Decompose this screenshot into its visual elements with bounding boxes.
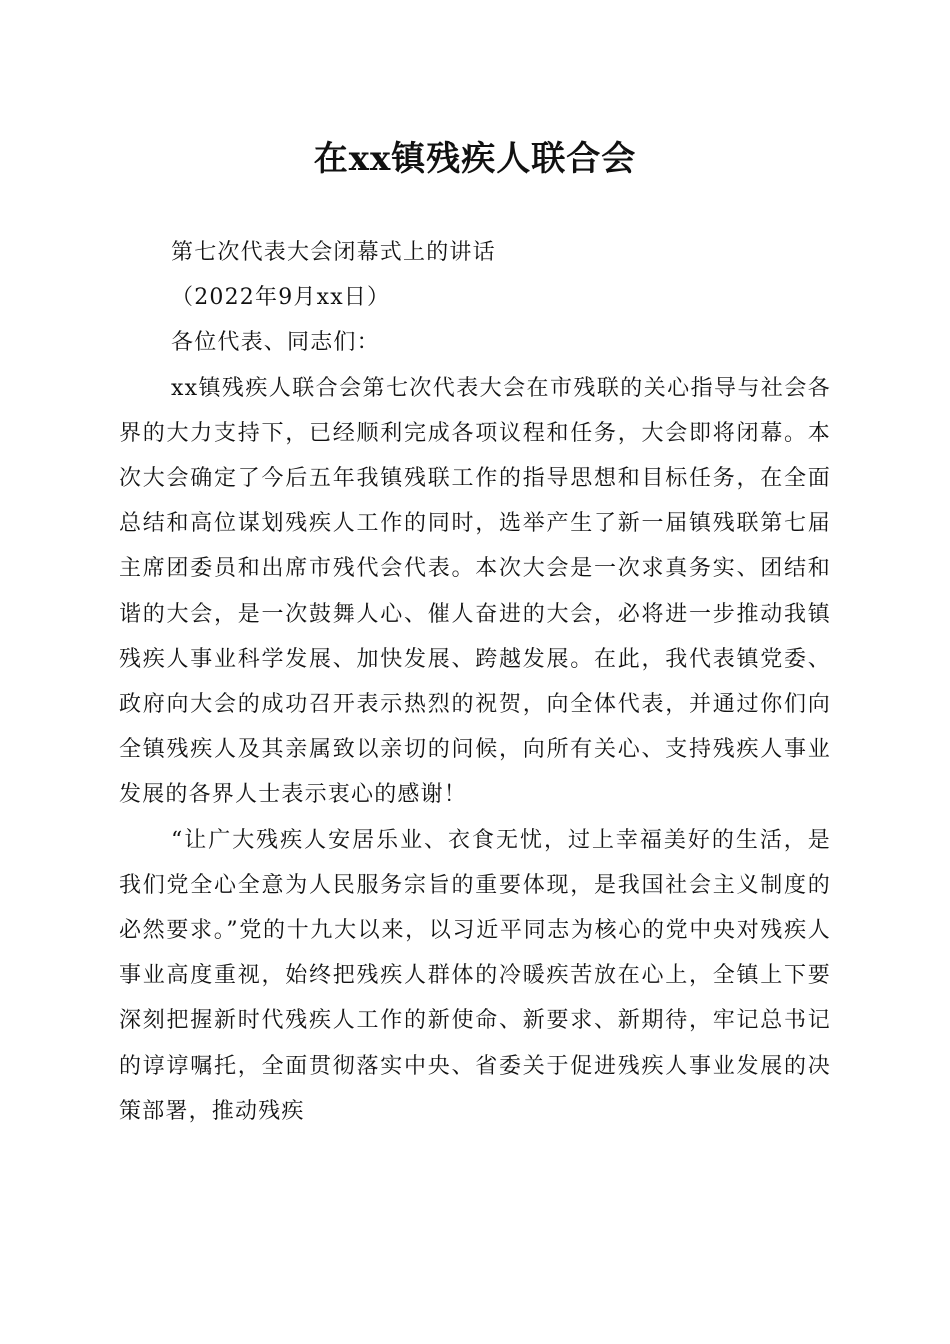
document-body: [119, 230, 831, 1134]
paragraph: “让广大残疾人安居乐业、衣食无忧，过上幸福美好的生活，是我们党全心全意为人民服务宗旨的重要体现，是我国社会主义制度的必然要求。”党的十九大以来，以习近平同志为核心的党中央对残疾人事业高度重视，始终把残疾人群体的冷暖疾苦放在心上，全镇上下要深刻把握新时代残疾人工作的新使命、新要求、新期待，牢记总书记的谆谆嘱托，全面贯彻落实中央、省委关于促进残疾人事业发展的决策部署，推动残疾: [119, 827, 831, 1124]
salutation: 各位代表、同志们：: [171, 330, 380, 356]
speech-date: （2022年9月xx日）: [171, 285, 391, 311]
document-title: 在xx镇残疾人联合会: [313, 139, 637, 179]
speech-subtitle: 第七次代表大会闭幕式上的讲话: [171, 240, 496, 265]
paragraph: xx镇残疾人联合会第七次代表大会在市残联的关心指导与社会各界的大力支持下，已经顺利完成各项议程和任务，大会即将闭幕。本次大会确定了今后五年我镇残联工作的指导思想和目标任务，在全面总结和高位谋划残疾人工作的同时，选举产生了新一届镇残联第七届主席团委员和出席市残代会代表。本次大会是一次求真务实、团结和谐的大会，是一次鼓舞人心、催人奋进的大会，必将进一步推动我镇残疾人事业科学发展、加快发展、跨越发展。在此，我代表镇党委、政府向大会的成功召开表示热烈的祝贺，向全体代表，并通过你们向全镇残疾人及其亲属致以亲切的问候，向所有关心、支持残疾人事业发展的各界人士表示衷心的感谢！: [119, 375, 831, 808]
